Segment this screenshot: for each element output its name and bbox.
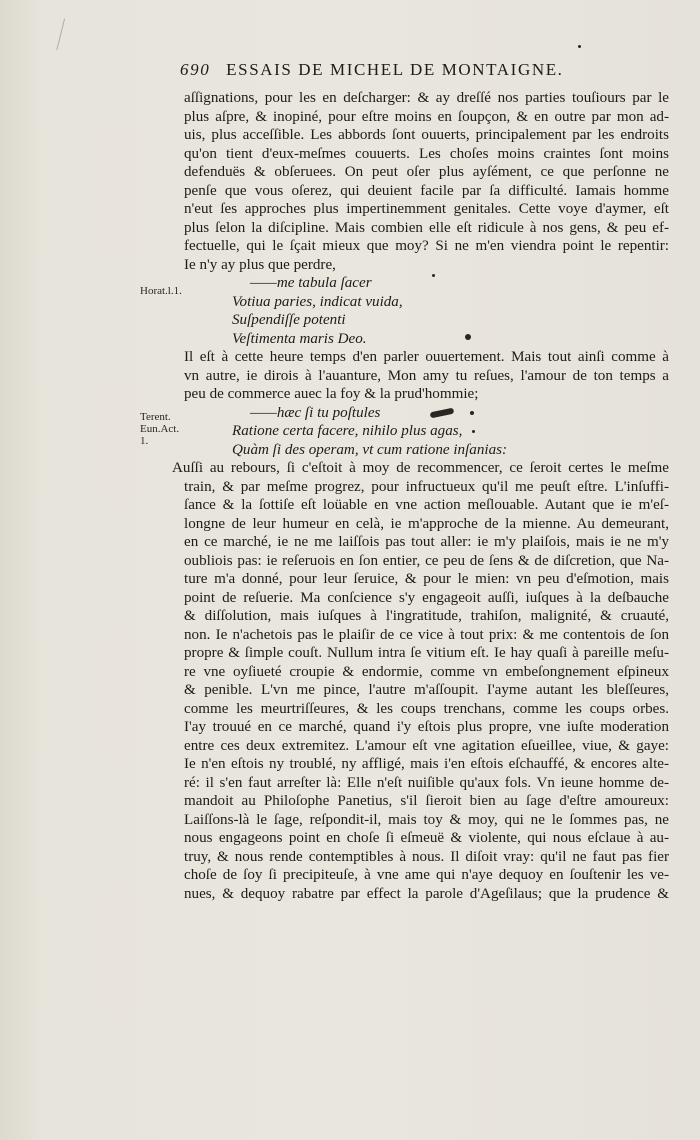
text-line: Ie n'en eſtois ny troublé, ny affligé, mais i'en eſtois eſchauffé, & encores alte- — [184, 756, 669, 772]
text-line: & diſſolution, mais iuſques à l'ingratitude, trahiſon, malignité, & cruauté, — [184, 608, 669, 624]
margin-note-horace: Horat.l.1. — [140, 285, 182, 297]
text-line: ſance & la ſottiſe eſt loüable en vne action meſlouable. Autant que ie m'eſ- — [184, 497, 669, 513]
text-line: Ie n'y ay plus que perdre, — [184, 256, 336, 273]
text-line: penſe que vous oſerez, qui deuient facile par ſa difficulté. Iamais homme — [184, 182, 669, 199]
text-line: peu de commerce auec la foy & la prud'hommie; — [184, 386, 479, 402]
margin-note-line: Terent. — [140, 411, 171, 423]
text-line: Laiſſons-là le ſage, reſpondit-il, mais toy & moy, qui ne le ſommes pas, ne — [184, 811, 669, 828]
body-text — [172, 89, 669, 903]
verse-line: Veſtimenta maris Deo. — [232, 330, 367, 347]
text-line: defenduës & obſeruees. On peut oſer plus ayſément, ce que perſonne ne — [184, 164, 669, 180]
ink-spot — [465, 334, 471, 340]
verse-line: ——me tabula ſacer — [250, 275, 372, 291]
text-line: choſe de ſoy ſi precipiteuſe, à vne ame qui n'aye dequoy en ſouſtenir les ve- — [184, 867, 669, 883]
text-line: Il eſt à cette heure temps d'en parler ouuertement. Mais tout ainſi comme à — [184, 349, 669, 365]
text-line: plus aſpre, & inopiné, pour eſtre moins en ſoupçon, & en outre par mon ad- — [184, 108, 669, 125]
text-line: ture m'a donné, pour leur ſeruice, & pour le mien: vn peu d'eſmotion, mais — [184, 571, 669, 587]
margin-note-line: 1. — [140, 435, 149, 447]
margin-note-line: Eun.Act. — [140, 423, 180, 435]
text-line: oubliois pas: ie reſeruois en ſon entier, ce peu de ſens & de diſcretion, que Na- — [184, 552, 669, 569]
text-line: fectuelle, qui le ſçait mieux que moy? Si ne m'en viendra point le repentir: — [184, 238, 669, 254]
pen-mark — [56, 19, 78, 54]
text-line: en ce marché, ie ne me laiſſois pas tout aller: ie m'y plaiſois, mais ie ne m'y — [184, 534, 669, 550]
verse-line: ——hæc ſi tu poſtules — [250, 404, 381, 421]
text-line: nues, & dequoy rabatre par effect la parole d'Ageſilaus; que la prudence & — [184, 885, 669, 902]
text-line: ré: il s'en faut arreſter là: Elle n'eſt nuiſible qu'aux fols. Vn ieune homme de- — [184, 774, 669, 791]
text-line: train, & par meſme progrez, pour infructueux qu'il me peuſt eſtre. L'inſuffi- — [184, 478, 669, 495]
ink-spot — [578, 45, 581, 48]
ink-spot — [432, 274, 435, 277]
text-line: I'ay trouué en ce marché, quand i'y eſtois plus propre, vne iuſte moderation — [184, 719, 669, 735]
running-header — [180, 60, 640, 80]
page-number: 690 — [180, 60, 211, 79]
ink-spot — [470, 411, 474, 415]
margin-note-terence — [140, 411, 179, 447]
verse-line: Quàm ſi des operam, vt cum ratione inſanias: — [232, 441, 508, 458]
verse-line: Ratione certa facere, nihilo plus agas, — [232, 423, 463, 439]
text-line: longne de leur humeur en celà, ie m'approche de la mienne. Au demeurant, — [184, 515, 669, 532]
text-line: uis, plus acceſſible. Les abbords ſont ouuerts, principalement par les endroits — [184, 127, 669, 143]
ink-spot — [472, 430, 475, 433]
text-line: n'eut ſes approches plus impertinemment genitales. Cette voye d'aymer, eſt — [184, 201, 669, 217]
running-title: ESSAIS DE MICHEL DE MONTAIGNE. — [226, 60, 564, 79]
text-line: entre ces deux extremitez. L'amour eſt vne agitation eſueillee, viue, & gaye: — [184, 737, 669, 754]
verse-line: Suſpendiſſe potenti — [232, 312, 346, 328]
text-line: re vne oyſiueté croupie & endormie, comme vn embeſongnement eſpineux — [184, 663, 669, 680]
text-line: truy, & nous rende contemptibles à nous. Il diſoit vray: qu'il ne faut pas fier — [184, 848, 669, 865]
text-line: comme les meurtriſſeures, & les coups trenchans, comme les coups orbes. — [184, 700, 669, 717]
text-line: point de reſuerie. Ma conſcience s'y engageoit auſſi, iuſques à la deſbauche — [184, 589, 669, 606]
verse-line: Votiua paries, indicat vuida, — [232, 293, 403, 310]
text-line: vn autre, ie dirois à l'auanture, Mon amy tu reſues, l'amour de ton temps a — [184, 367, 669, 384]
text-line: aſſignations, pour les en deſcharger: & ay dreſſé nos parties touſiours par le — [184, 90, 669, 106]
text-line: mandoit au Philoſophe Panetius, s'il ſieroit bien au ſage d'eſtre amoureux: — [184, 793, 669, 809]
text-line: & penible. L'vn me pince, l'autre m'aſſoupit. I'ayme autant les bleſſeures, — [184, 682, 669, 698]
text-line: non. Ie n'achetois pas le plaiſir de ce vice à tout prix: & me contentois de ſon — [184, 626, 669, 643]
text-line: qu'on tient d'eux-meſmes couuerts. Les choſes moins craintes ſont moins — [184, 145, 669, 162]
text-line: plus ſelon la diſcipline. Mais combien elle eſt ridicule à nos gens, & peu ef- — [184, 219, 669, 236]
text-line: Auſſi au rebours, ſi c'eſtoit à moy de recommencer, ce ſeroit certes le meſme — [172, 460, 669, 476]
text-line: nous engageons point en choſe ſi eſmeuë & violente, qui nous eſclaue à au- — [184, 830, 669, 846]
text-line: propre & ſimple couſt. Nullum intra ſe vitium eſt. Ie hay quaſi à pareille meſu- — [184, 645, 669, 661]
